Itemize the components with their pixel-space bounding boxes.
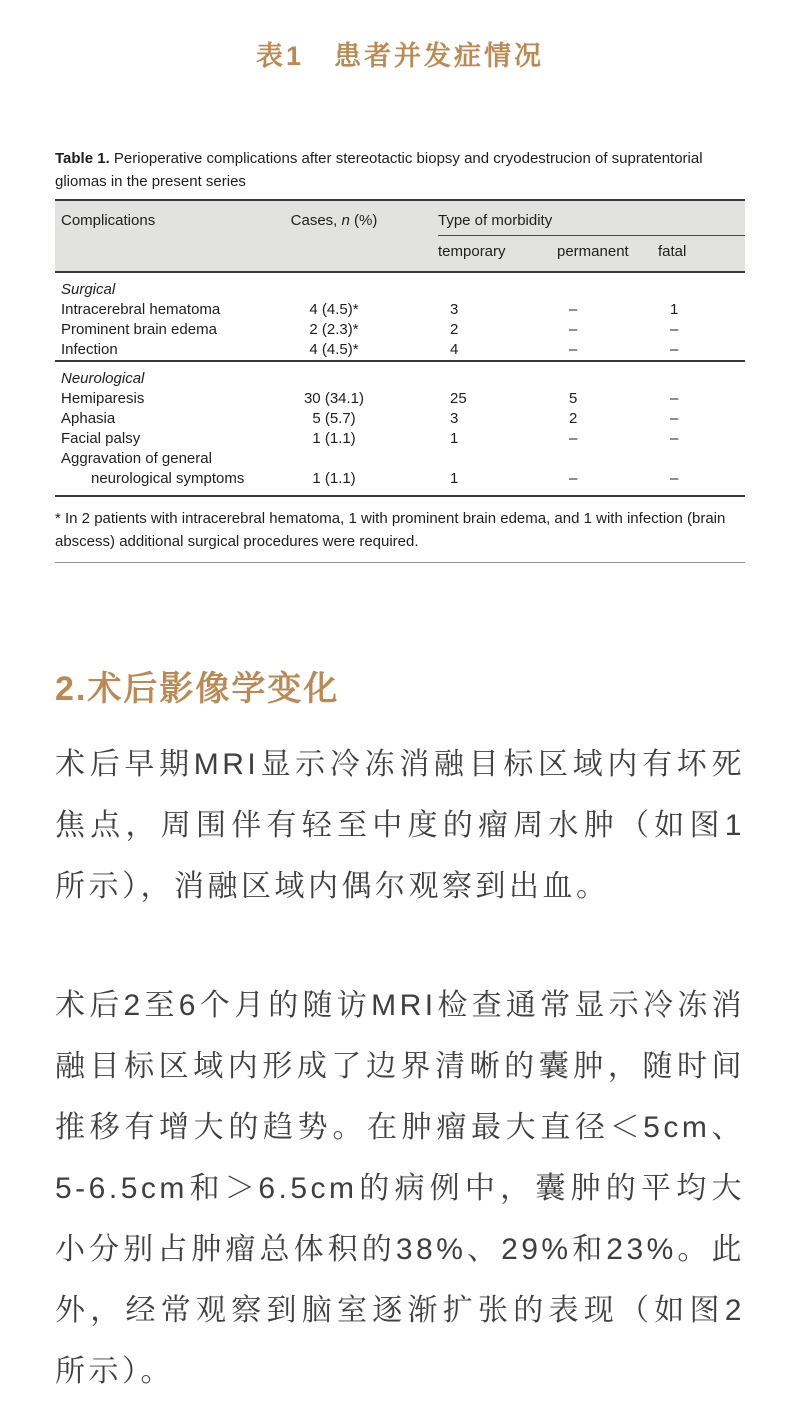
cell-temporary: 3 xyxy=(450,410,459,427)
table-body xyxy=(55,272,745,496)
cell-cases: 30 (34.1) xyxy=(303,390,365,407)
cell-complication-line1: Aggravation of general xyxy=(61,450,212,467)
cell-permanent: 5 xyxy=(569,390,578,407)
cell-cases: 4 (4.5)* xyxy=(309,301,359,318)
col-header-type-of-morbidity: Type of morbidity xyxy=(438,200,745,236)
table1-caption xyxy=(55,147,745,193)
table-header xyxy=(55,200,745,272)
cell-fatal: 1 xyxy=(670,301,679,318)
header-row-main xyxy=(55,200,745,236)
cell-temporary: 2 xyxy=(450,321,459,338)
col-header-fatal: fatal xyxy=(658,236,745,273)
cell-complication-line2: neurological symptoms xyxy=(91,470,245,487)
col-header-temporary: temporary xyxy=(438,236,557,273)
table1-caption-label: Table 1. xyxy=(55,150,110,167)
cell-cases: 5 (5.7) xyxy=(312,410,356,427)
table-row xyxy=(55,429,745,449)
section-row-surgical xyxy=(55,272,745,300)
cell-cases: 1 (1.1) xyxy=(312,470,356,487)
col-header-permanent: permanent xyxy=(557,236,658,273)
cell-temporary: 1 xyxy=(450,430,459,447)
cell-permanent: – xyxy=(569,341,578,358)
cell-temporary: 4 xyxy=(450,341,459,358)
cell-complication: Infection xyxy=(61,341,118,358)
cell-complication: Facial palsy xyxy=(61,430,141,447)
cell-fatal: – xyxy=(670,321,679,338)
cell-fatal: – xyxy=(670,410,679,427)
table1-footnote: * In 2 patients with intracerebral hematoma, 1 with prominent brain edema, and 1 with infection (brain abscess) additional surgical procedures were required. xyxy=(55,510,726,550)
cell-complication: Aphasia xyxy=(61,410,116,427)
paragraph-followup-mri: 术后2至6个月的随访MRI检查通常显示冷冻消融目标区域内形成了边界清晰的囊肿，随时间推移有增大的趋势。在肿瘤最大直径＜5cm、5-6.5cm和＞6.5cm的病例中，囊肿的平均大小分别占肿瘤总体积的38%、29%和23%。此外，经常观察到脑室逐渐扩张的表现（如图2所示）。 xyxy=(55,989,745,1388)
cell-permanent: 2 xyxy=(569,410,578,427)
cell-fatal: – xyxy=(670,341,679,358)
table-row xyxy=(55,389,745,409)
cell-cases: 1 (1.1) xyxy=(312,430,356,447)
col-header-complications: Complications xyxy=(55,200,260,272)
cell-complication: Hemiparesis xyxy=(61,390,145,407)
section-heading: 2.术后影像学变化 xyxy=(55,670,340,708)
cell-fatal: – xyxy=(670,430,679,447)
cell-fatal: – xyxy=(670,470,679,487)
table1-caption-text: Perioperative complications after stereotactic biopsy and cryodestrucion of supratentorial gliomas in the present series xyxy=(55,150,703,190)
col-header-cases xyxy=(260,200,438,272)
cases-label-suffix: (%) xyxy=(349,212,378,229)
cell-temporary: 3 xyxy=(450,301,459,318)
cell-temporary: 1 xyxy=(450,470,459,487)
cell-temporary: 25 xyxy=(450,390,467,407)
section-label: Surgical xyxy=(61,281,116,298)
cell-cases: 4 (4.5)* xyxy=(309,341,359,358)
cell-complication: Prominent brain edema xyxy=(61,321,217,338)
table-row xyxy=(55,449,745,469)
cell-permanent: – xyxy=(569,321,578,338)
paragraph-early-mri: 术后早期MRI显示冷冻消融目标区域内有坏死焦点，周围伴有轻至中度的瘤周水肿（如图1所示），消融区域内偶尔观察到出血。 xyxy=(55,748,745,903)
figure-bottom-rule xyxy=(55,562,745,563)
cell-cases: 2 (2.3)* xyxy=(309,321,359,338)
section-label: Neurological xyxy=(55,361,745,389)
table-row xyxy=(55,340,745,361)
cell-permanent: – xyxy=(569,430,578,447)
cell-fatal: – xyxy=(670,390,679,407)
table-row xyxy=(55,300,745,320)
section-row-neurological xyxy=(55,361,745,389)
cell-permanent: – xyxy=(569,301,578,318)
table-row xyxy=(55,409,745,429)
table1-figure xyxy=(55,147,745,563)
page-title: 表1 患者并发症情况 xyxy=(255,41,545,71)
table-row xyxy=(55,469,745,496)
cell-complication: Intracerebral hematoma xyxy=(61,301,221,318)
cases-label-prefix: Cases, xyxy=(290,212,342,229)
imaging-changes-section xyxy=(55,661,745,1402)
cell-permanent: – xyxy=(569,470,578,487)
cases-label-n: n xyxy=(341,212,350,229)
complications-table xyxy=(55,199,745,497)
table-row xyxy=(55,320,745,340)
